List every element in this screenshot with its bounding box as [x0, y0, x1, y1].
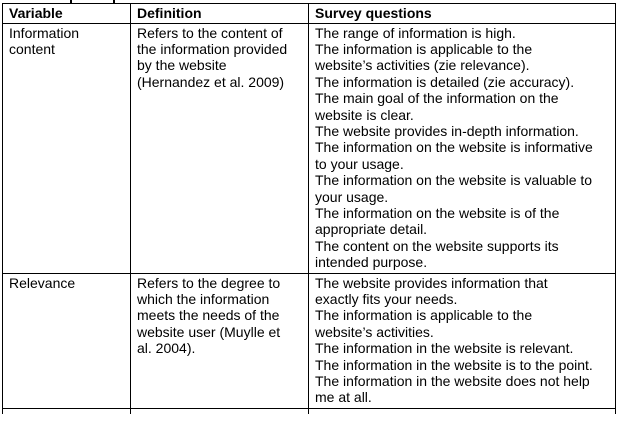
survey-question: The main goal of the information on the website is clear.: [315, 90, 559, 123]
column-header-variable: Variable: [3, 4, 131, 23]
survey-question: The information in the website is relevant.: [315, 340, 574, 357]
survey-question: The information in the website does not help me at all.: [315, 373, 590, 406]
definition-cell: Refers to the content of the information provided by the website (Hernandez et al. 2009): [131, 24, 309, 273]
survey-question: The information on the website is of the appropriate detail.: [315, 204, 560, 238]
survey-question: The information is applicable to the website’s activities.: [315, 307, 533, 340]
definition-cell: Refers to the degree to which the information meets the needs of the website user (Muylle et al. 2004).: [131, 274, 309, 408]
table-row-cut-off: [3, 409, 615, 414]
survey-questions-cell: [309, 274, 615, 408]
survey-question: The content on the website supports its intended purpose.: [315, 237, 559, 271]
survey-question: The website provides in-depth information.: [315, 122, 579, 139]
column-header-survey-questions: Survey questions: [315, 5, 432, 21]
survey-questions-cell: [309, 24, 615, 273]
survey-questions-cell: [309, 409, 615, 414]
definition-cell: [131, 409, 309, 414]
survey-question: The information on the website is informative to your usage.: [315, 139, 593, 172]
survey-question: The range of information is high.: [315, 24, 516, 41]
table-row-relevance: [3, 274, 615, 409]
survey-question: The information is detailed (zie accuracy).: [315, 73, 575, 90]
table-row-information-content: [3, 24, 615, 274]
variable-cell: [3, 409, 131, 414]
variable-cell: Relevance: [3, 274, 131, 408]
variable-cell: Information content: [3, 24, 131, 273]
survey-question: The information on the website is valuable to your usage.: [315, 172, 593, 205]
survey-question: The information is applicable to the website’s activities (zie relevance).: [315, 40, 533, 74]
column-header-definition: Definition: [131, 4, 309, 23]
survey-variables-table: [2, 3, 616, 414]
table-header-row: [3, 4, 615, 24]
survey-question: The information in the website is to the point.: [315, 356, 593, 373]
survey-question: The website provides information that exactly fits your needs.: [315, 274, 548, 307]
